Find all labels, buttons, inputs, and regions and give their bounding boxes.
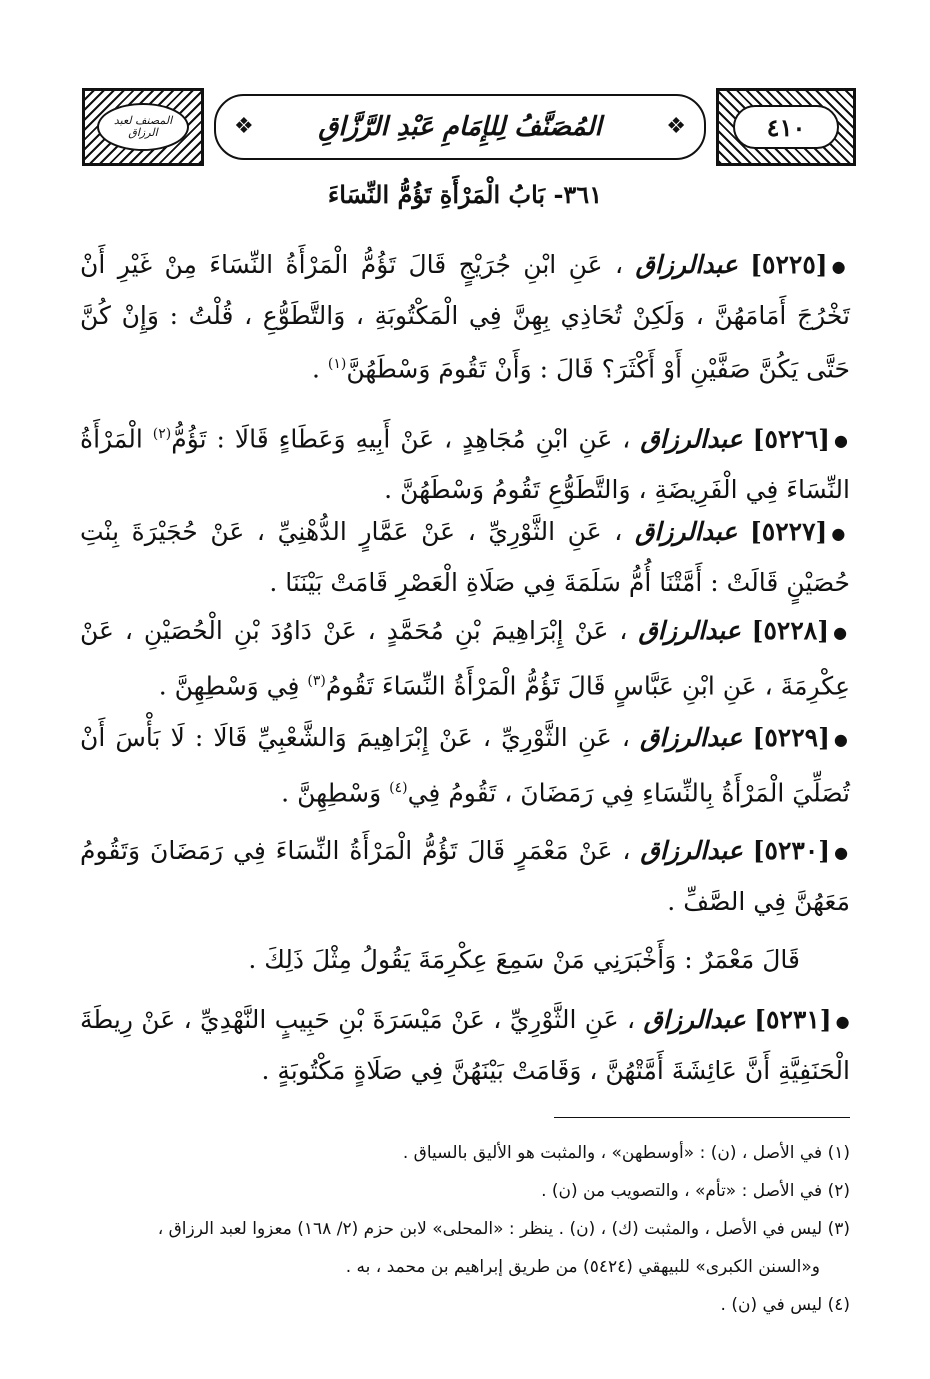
footnote-1: (١) في الأصل ، (ن) : «أوسطهن» ، والمثبت هو الأليق بالسياق . (402, 1143, 850, 1163)
bullet-icon: ● (834, 431, 850, 451)
hadith-5229 (80, 713, 850, 817)
bullet-icon: ● (833, 730, 851, 749)
hadith-number: [٥٢٢٧] (749, 517, 828, 546)
hadith-source: عبدالرزاق (643, 1005, 746, 1034)
footnote-divider (554, 1117, 850, 1118)
hadith-text: ، عَنْ مَعْمَرٍ قَالَ تَؤُمُّ الْمَرْأَةُ النِّسَاءَ فِي رَمَضَانَ وَتَقُومُ مَعَهُنَّ فِي الصَّفِّ . (80, 836, 850, 916)
book-title-banner (214, 94, 706, 160)
hadith-text: ، عَنِ الثَّوْرِيِّ ، عَنْ عَمَّارٍ الدُّهْنِيِّ ، عَنْ حُجَيْرَةَ بِنْتِ حُصَيْنٍ قَالَتْ : أَمَّتْنَا أُمُّ سَلَمَةَ فِي صَلَاةِ الْعَصْرِ قَامَتْ بَيْنَنَا . (80, 517, 850, 597)
hadith-number: [٥٢٢٦] (752, 424, 831, 454)
hadith-source: عبدالرزاق (635, 250, 738, 279)
hadith-5231 (80, 995, 850, 1095)
hadith-source: عبدالرزاق (634, 517, 738, 546)
hadith-source: عبدالرزاق (640, 836, 743, 865)
footnote-3-continued: و«السنن الكبرى» للبيهقي (٥٤٢٤) من طريق إبراهيم بن محمد ، به . (345, 1257, 820, 1277)
footnote-4: (٤) ليس في (ن) . (720, 1295, 850, 1315)
footnotes (80, 1134, 850, 1324)
hadith-source: عبدالرزاق (640, 723, 743, 752)
hadith-text: ، عَنِ الثَّوْرِيِّ ، عَنْ إِبْرَاهِيمَ وَالشَّعْبِيِّ قَالَا : لَا بَأْسَ أَنْ تُصَلِّيَ الْمَرْأَةُ بِالنِّسَاءِ فِي رَمَضَانَ ، تَقُومُ فِي (80, 723, 850, 808)
bullet-icon: ● (835, 1012, 850, 1031)
book-logo-box (82, 88, 204, 166)
hadith-source: عبدالرزاق (640, 424, 743, 454)
page-number: ٤١٠ (733, 105, 839, 149)
hadith-text: ، عَنِ ابْنِ مُجَاهِدٍ ، عَنْ أَبِيهِ وَعَطَاءٍ قَالَا : تَؤُمُّ (171, 424, 631, 454)
hadith-text-tail: فِي وَسْطِهِنَّ . (158, 671, 308, 701)
hadith-source: عبدالرزاق (638, 616, 741, 645)
footnote-ref: (٢) (152, 426, 172, 442)
page-header (82, 88, 856, 166)
hadith-text-tail: . (311, 354, 328, 384)
hadith-5230 (80, 826, 850, 926)
footnote-2: (٢) في الأصل : «تأم» ، والتصويب من (ن) . (541, 1181, 850, 1201)
mamar-note: قَالَ مَعْمَرٌ : وَأَخْبَرَنِي مَنْ سَمِعَ عِكْرِمَةَ يَقُولُ مِثْلَ ذَلِكَ . (248, 945, 800, 974)
bullet-icon: ● (834, 843, 851, 862)
footnote-ref: (٤) (389, 780, 408, 796)
hadith-5228 (80, 606, 850, 710)
hadith-5226 (80, 410, 850, 514)
hadith-number: [٥٢٣٠] (752, 836, 831, 865)
hadith-number: [٥٢٢٥] (750, 250, 828, 279)
footnote-3: (٣) ليس في الأصل ، والمثبت (ك) ، (ن) . ينظر : «المحلى» لابن حزم (٢/ ١٦٨) معزوا لعبد الرزاق ، (157, 1219, 850, 1239)
bullet-icon: ● (831, 257, 850, 276)
hadith-number: [٥٢٢٨] (751, 616, 830, 645)
hadith-text-tail: الْمَرْأَةُ النِّسَاءَ فِي الْفَرِيضَةِ ، وَالتَّطَوُّعِ تَقُومُ وَسْطَهُنَّ . (80, 424, 850, 505)
hadith-number: [٥٢٢٩] (752, 723, 830, 752)
bullet-icon: ● (833, 623, 850, 642)
hadith-5227 (80, 507, 850, 607)
bullet-icon: ● (831, 524, 850, 543)
hadith-5225 (80, 240, 850, 393)
footnote-ref: (١) (327, 356, 347, 372)
book-title: ❖ المُصَنَّفُ لِلإِمَامِ عَبْدِ الرَّزَّاقِ (318, 112, 602, 142)
book-logo: المصنف لعبد الرزاق (97, 103, 189, 151)
chapter-title: ٣٦١- بَابُ الْمَرْأَةِ تَؤُمُّ النِّسَاءَ (327, 180, 603, 209)
hadith-text: ، عَنْ إِبْرَاهِيمَ بْنِ مُحَمَّدٍ ، عَنْ دَاوُدَ بْنِ الْحُصَيْنِ ، عَنْ عِكْرِمَةَ ، عَنِ ابْنِ عَبَّاسٍ قَالَ تَؤُمُّ الْمَرْأَةُ النِّسَاءَ تَقُومُ (80, 616, 850, 701)
footnote-ref: (٣) (307, 673, 326, 689)
hadith-text: ، عَنِ الثَّوْرِيِّ ، عَنْ مَيْسَرَةَ بْنِ حَبِيبٍ النَّهْدِيِّ ، عَنْ رِيطَةَ الْحَنَفِيَّةِ أَنَّ عَائِشَةَ أَمَّتْهُنَّ ، وَقَامَتْ بَيْنَهُنَّ فِي صَلَاةٍ مَكْتُوبَةٍ . (80, 1005, 850, 1085)
hadith-number: [٥٢٣١] (754, 1005, 832, 1034)
hadith-text: ، عَنِ ابْنِ جُرَيْجٍ قَالَ تَؤُمُّ الْمَرْأَةُ النِّسَاءَ مِنْ غَيْرِ أَنْ تَخْرُجَ أَمَامَهُنَّ ، وَلَكِنْ تُحَاذِي بِهِنَّ فِي الْمَكْتُوبَةِ ، وَالتَّطَوُّعِ ، قُلْتُ : وَإِنْ كُنَّ حَتَّى يَكُنَّ صَفَّيْنِ أَوْ أَكْثَرَ؟ قَالَ : وَأَنْ تَقُومَ وَسْطَهُنَّ (80, 250, 850, 384)
page-number-box (716, 88, 856, 166)
hadith-text-tail: وَسْطِهِنَّ . (281, 778, 390, 808)
